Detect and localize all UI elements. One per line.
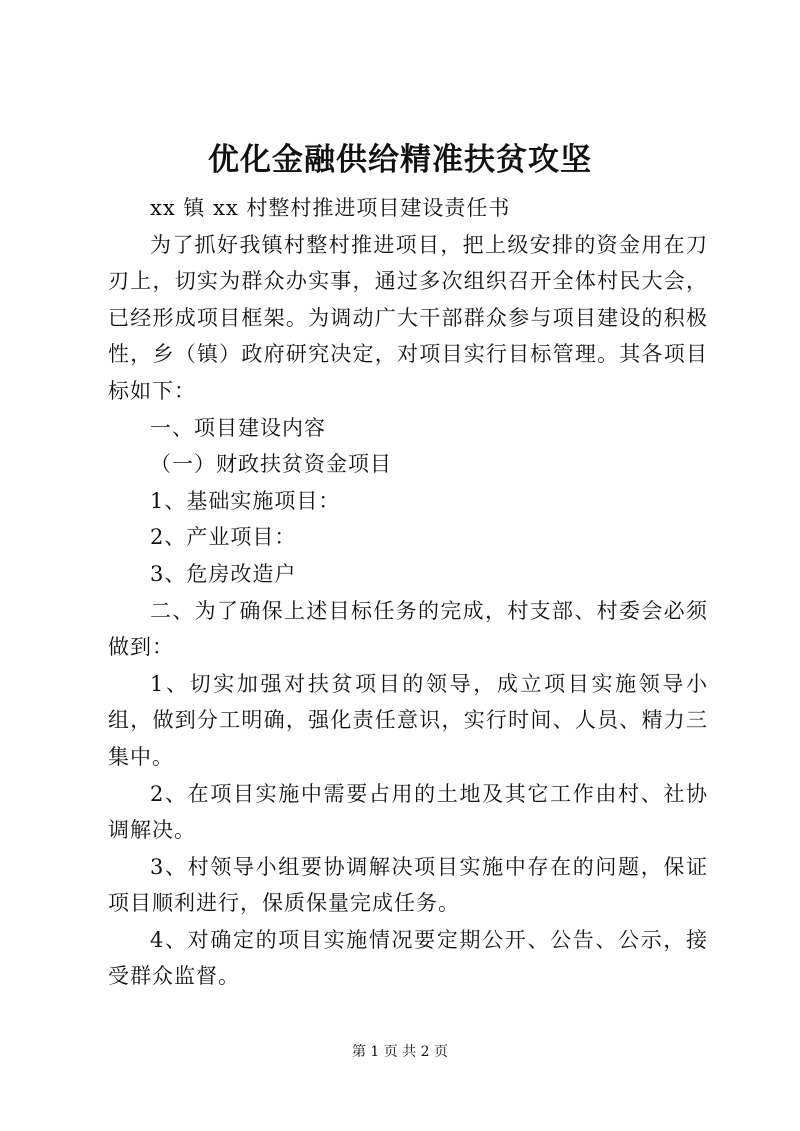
requirement-item: 2、在项目实施中需要占用的土地及其它工作由村、社协调解决。: [108, 781, 708, 843]
section-heading-1: 一、项目建设内容: [150, 415, 326, 440]
subtitle-paragraph: xx 镇 xx 村整村推进项目建设责任书: [150, 196, 511, 220]
subsection-heading: （一）财政扶贫资金项目: [150, 452, 392, 477]
document-title: 优化金融供给精准扶贫攻坚: [208, 142, 592, 178]
list-item: 1、基础实施项目：: [150, 488, 341, 513]
requirement-item: 4、对确定的项目实施情况要定期公开、公告、公示，接受群众监督。: [108, 927, 708, 989]
intro-paragraph: 为了抓好我镇村整村推进项目，把上级安排的资金用在刀刃上，切实为群众办实事，通过多次组织召开全体村民大会，已经形成项目框架。为调动广大干部群众参与项目建设的积极性，乡（镇）政府研究决定，对项目实行目标管理。其各项目标如下：: [108, 232, 708, 403]
requirement-item: 3、村领导小组要协调解决项目实施中存在的问题，保证项目顺利进行，保质保量完成任务。: [108, 854, 708, 916]
section-heading-2: 二、为了确保上述目标任务的完成，村支部、村委会必须做到：: [108, 598, 708, 660]
list-item: 3、危房改造户: [150, 561, 297, 586]
document-body: [108, 190, 708, 995]
page-number-footer: 第 1 页 共 2 页: [351, 1044, 449, 1060]
list-item: 2、产业项目：: [150, 525, 297, 550]
requirement-item: 1、切实加强对扶贫项目的领导，成立项目实施领导小组，做到分工明确，强化责任意识，实行时间、人员、精力三集中。: [108, 671, 708, 769]
